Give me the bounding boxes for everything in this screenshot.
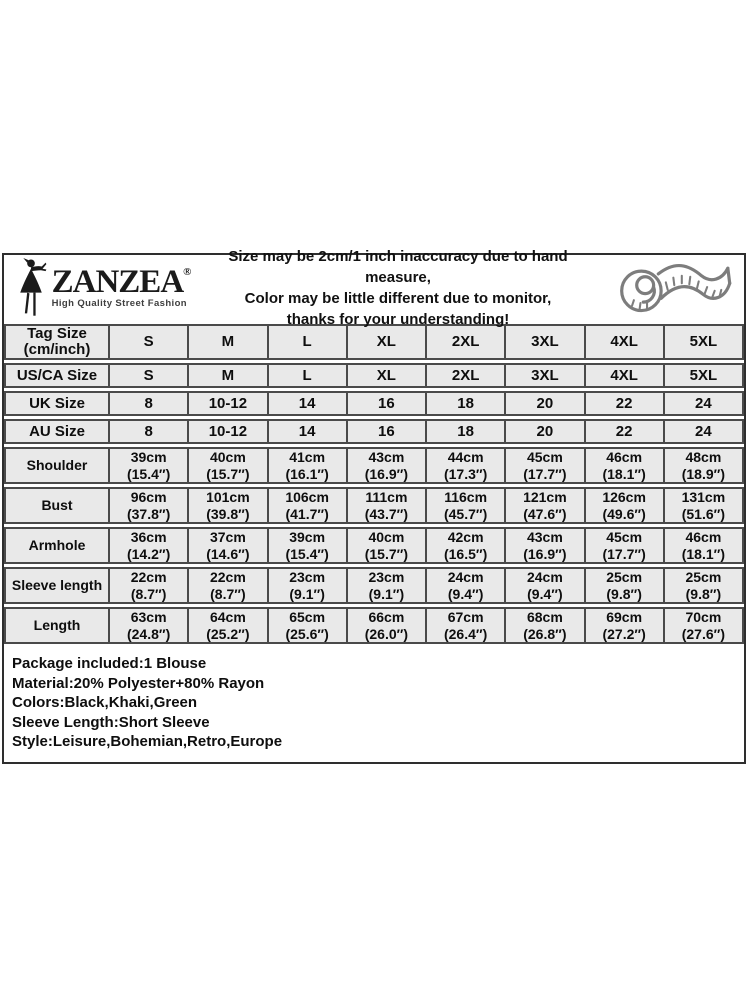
measure-cell [269, 527, 348, 564]
disclaimer-line-3: thanks for your understanding! [286, 311, 510, 328]
disclaimer-line-1: Size may be 2cm/1 inch inaccuracy due to hand measure, [228, 248, 568, 286]
measure-cell [189, 527, 268, 564]
size-cell: 3XL [506, 363, 585, 388]
inch-value: (45.7″) [443, 505, 488, 522]
inch-value: (14.6″) [206, 545, 250, 562]
inch-value: (17.7″) [602, 545, 646, 562]
cm-value: 45cm [526, 449, 563, 465]
inch-value: (41.7″) [285, 505, 329, 522]
inch-value: (15.7″) [206, 465, 250, 482]
measure-cell [665, 447, 744, 484]
size-cell: 22 [586, 391, 665, 416]
inch-value: (26.4″) [443, 625, 488, 642]
measure-cell [506, 487, 585, 524]
inch-value: (27.2″) [602, 625, 646, 642]
inch-value: (16.9″) [364, 465, 409, 482]
inch-value: (37.8″) [126, 505, 171, 522]
cm-value: 36cm [130, 529, 167, 545]
cm-value: 40cm [368, 529, 405, 545]
measure-cell [427, 567, 506, 604]
cm-value: 23cm [289, 569, 326, 585]
cm-value: 25cm [685, 569, 722, 585]
brand-name [51, 264, 192, 300]
disclaimer-line-2: Color may be little different due to monitor, [244, 290, 552, 307]
column-header-3xl: 3XL [506, 324, 585, 360]
cm-value: 66cm [368, 609, 405, 625]
column-header-2xl: 2XL [427, 324, 506, 360]
column-header-5xl: 5XL [665, 324, 744, 360]
measure-cell [348, 567, 427, 604]
inch-value: (26.0″) [364, 625, 409, 642]
cm-value: 46cm [685, 529, 722, 545]
inch-value: (26.8″) [523, 625, 567, 642]
cm-value: 64cm [209, 609, 246, 625]
size-cell: M [189, 363, 268, 388]
measure-cell [586, 607, 665, 644]
inch-value: (9.4″) [527, 585, 563, 602]
measure-cell [586, 487, 665, 524]
cm-value: 48cm [685, 449, 722, 465]
cm-value: 101cm [206, 489, 250, 505]
measure-cell [348, 447, 427, 484]
measure-cell [269, 607, 348, 644]
measure-cell [189, 567, 268, 604]
measure-cell [586, 527, 665, 564]
size-cell: S [110, 363, 189, 388]
measure-cell [110, 527, 189, 564]
cm-value: 121cm [523, 489, 567, 505]
cm-value: 46cm [606, 449, 643, 465]
measure-cell [348, 487, 427, 524]
measure-cell [427, 527, 506, 564]
measure-cell [269, 567, 348, 604]
inch-value: (16.1″) [285, 465, 329, 482]
cm-value: 37cm [209, 529, 246, 545]
cm-value: 43cm [526, 529, 563, 545]
inch-value: (27.6″) [681, 625, 726, 642]
brand-wordmark [51, 264, 192, 309]
inch-value: (18.1″) [602, 465, 646, 482]
measure-cell [427, 447, 506, 484]
cm-value: 22cm [130, 569, 167, 585]
column-header-l: L [269, 324, 348, 360]
disclaimer-text [194, 246, 602, 330]
size-cell: 24 [665, 419, 744, 444]
cm-value: 39cm [130, 449, 167, 465]
inch-value: (17.7″) [523, 465, 567, 482]
cm-value: 45cm [606, 529, 643, 545]
measure-cell [189, 607, 268, 644]
row-label: Bust [4, 487, 110, 524]
header-band [4, 248, 744, 328]
registered-trademark-symbol: ® [183, 266, 192, 278]
size-cell: 16 [348, 391, 427, 416]
size-cell: 2XL [427, 363, 506, 388]
row-label: AU Size [4, 419, 110, 444]
column-header-4xl: 4XL [586, 324, 665, 360]
measure-cell [110, 447, 189, 484]
measure-cell [586, 447, 665, 484]
size-table [4, 321, 744, 647]
woman-silhouette-icon [11, 258, 51, 318]
inch-value: (17.3″) [443, 465, 488, 482]
inch-value: (18.1″) [681, 545, 726, 562]
product-details [4, 647, 744, 762]
measure-cell [506, 527, 585, 564]
size-cell: 16 [348, 419, 427, 444]
detail-colors: Colors:Black,Khaki,Green [12, 694, 198, 711]
size-cell: 20 [506, 391, 585, 416]
measure-cell [586, 567, 665, 604]
inch-value: (15.4″) [285, 545, 329, 562]
row-label: UK Size [4, 391, 110, 416]
measure-cell [110, 607, 189, 644]
row-label-tag-size [4, 324, 110, 360]
inch-value: (47.6″) [523, 505, 567, 522]
inch-value: (9.1″) [368, 585, 405, 602]
measure-cell [110, 567, 189, 604]
size-cell: 5XL [665, 363, 744, 388]
row-label: US/CA Size [4, 363, 110, 388]
cm-value: 111cm [365, 489, 408, 505]
measure-cell [506, 567, 585, 604]
measure-cell [110, 487, 189, 524]
size-cell: 8 [110, 419, 189, 444]
cm-value: 69cm [606, 609, 643, 625]
brand-logo [8, 258, 194, 318]
measure-cell [269, 487, 348, 524]
size-cell: 20 [506, 419, 585, 444]
cm-value: 42cm [447, 529, 484, 545]
measure-cell [189, 487, 268, 524]
table-row-au-size [4, 419, 744, 444]
size-cell: 10-12 [189, 391, 268, 416]
cm-value: 126cm [602, 489, 646, 505]
row-label-line: (cm/inch) [23, 341, 91, 358]
inch-value: (9.8″) [606, 585, 642, 602]
size-cell: 10-12 [189, 419, 268, 444]
tape-measure-icon [602, 257, 740, 319]
size-cell: 22 [586, 419, 665, 444]
size-chart-panel [2, 248, 746, 764]
measure-cell [427, 607, 506, 644]
cm-value: 70cm [685, 609, 722, 625]
inch-value: (16.9″) [523, 545, 567, 562]
cm-value: 68cm [526, 609, 563, 625]
inch-value: (14.2″) [126, 545, 171, 562]
row-label: Sleeve length [4, 567, 110, 604]
table-row-sleeve-length [4, 567, 744, 604]
inch-value: (9.1″) [289, 585, 325, 602]
size-cell: 8 [110, 391, 189, 416]
inch-value: (9.4″) [447, 585, 484, 602]
measure-cell [348, 607, 427, 644]
inch-value: (8.7″) [210, 585, 246, 602]
cm-value: 116cm [444, 489, 488, 505]
table-row-usca-size [4, 363, 744, 388]
measure-cell [506, 607, 585, 644]
size-cell: XL [348, 363, 427, 388]
measure-cell [506, 447, 585, 484]
cm-value: 67cm [447, 609, 484, 625]
inch-value: (25.2″) [206, 625, 250, 642]
row-label: Length [4, 607, 110, 644]
cm-value: 23cm [368, 569, 405, 585]
inch-value: (18.9″) [681, 465, 726, 482]
measure-cell [348, 527, 427, 564]
inch-value: (51.6″) [681, 505, 726, 522]
inch-value: (16.5″) [443, 545, 488, 562]
measure-cell [665, 487, 744, 524]
size-cell: 18 [427, 391, 506, 416]
cm-value: 43cm [368, 449, 405, 465]
size-cell: 18 [427, 419, 506, 444]
cm-value: 106cm [285, 489, 329, 505]
row-label-line: Tag Size [27, 325, 87, 342]
cm-value: 63cm [130, 609, 167, 625]
cm-value: 39cm [289, 529, 326, 545]
measure-cell [665, 567, 744, 604]
cm-value: 41cm [289, 449, 326, 465]
size-cell: 24 [665, 391, 744, 416]
measure-cell [665, 607, 744, 644]
brand-tagline: High Quality Street Fashion [51, 298, 187, 309]
inch-value: (15.7″) [364, 545, 409, 562]
inch-value: (9.8″) [685, 585, 722, 602]
table-row-shoulder [4, 447, 744, 484]
column-header-xl: XL [348, 324, 427, 360]
measure-cell [189, 447, 268, 484]
table-row-bust [4, 487, 744, 524]
table-row-uk-size [4, 391, 744, 416]
cm-value: 24cm [526, 569, 563, 585]
cm-value: 40cm [209, 449, 246, 465]
size-cell: L [269, 363, 348, 388]
cm-value: 24cm [447, 569, 484, 585]
cm-value: 65cm [289, 609, 326, 625]
cm-value: 22cm [209, 569, 246, 585]
inch-value: (25.6″) [285, 625, 329, 642]
detail-material: Material:20% Polyester+80% Rayon [12, 674, 265, 692]
measure-cell [269, 447, 348, 484]
row-label: Shoulder [4, 447, 110, 484]
detail-package-included: Package included:1 Blouse [12, 655, 207, 672]
brand-name-text: ZANZEA [51, 264, 184, 300]
detail-style: Style:Leisure,Bohemian,Retro,Europe [12, 733, 283, 750]
detail-sleeve-length: Sleeve Length:Short Sleeve [12, 713, 210, 731]
inch-value: (15.4″) [126, 465, 171, 482]
inch-value: (39.8″) [206, 505, 250, 522]
size-cell: 4XL [586, 363, 665, 388]
size-cell: 14 [269, 391, 348, 416]
inch-value: (8.7″) [130, 585, 167, 602]
inch-value: (49.6″) [602, 505, 646, 522]
cm-value: 44cm [447, 449, 484, 465]
column-header-s: S [110, 324, 189, 360]
cm-value: 131cm [681, 489, 726, 505]
inch-value: (43.7″) [364, 505, 409, 522]
table-row-armhole [4, 527, 744, 564]
size-cell: 14 [269, 419, 348, 444]
measure-cell [665, 527, 744, 564]
column-header-m: M [189, 324, 268, 360]
cm-value: 96cm [130, 489, 167, 505]
measure-cell [427, 487, 506, 524]
table-row-length [4, 607, 744, 644]
cm-value: 25cm [606, 569, 643, 585]
row-label: Armhole [4, 527, 110, 564]
inch-value: (24.8″) [126, 625, 171, 642]
